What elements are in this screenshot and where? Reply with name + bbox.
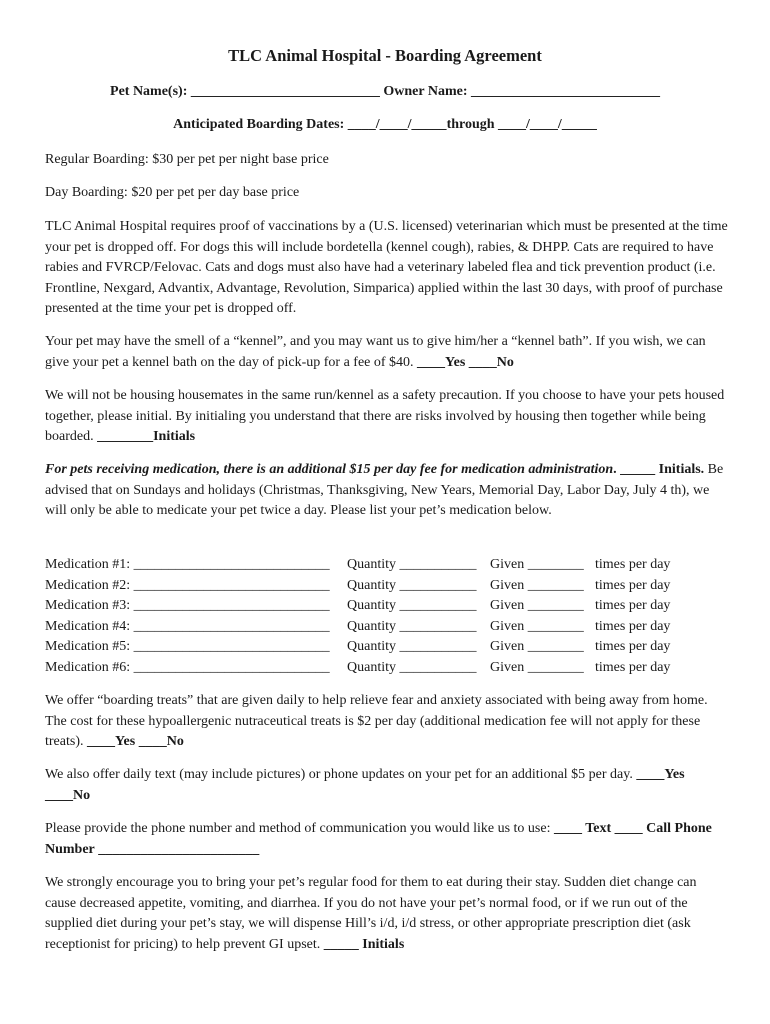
boarding-treats-yes[interactable]: ____Yes xyxy=(86,734,136,750)
medication-label: Medication #3: xyxy=(45,598,131,614)
boarding-dates-label: Anticipated Boarding Dates: xyxy=(173,117,345,132)
given-field[interactable]: Given ________ xyxy=(490,659,584,675)
quantity-field[interactable]: Quantity ___________ xyxy=(347,577,477,593)
daily-updates-text: We also offer daily text (may include pictures) or phone updates on your pet for an additional $5 per day. xyxy=(45,767,633,782)
medication-label: Medication #1: xyxy=(45,557,131,572)
kennel-bath-yes[interactable]: ____Yes xyxy=(417,354,466,370)
start-date-field[interactable]: ____/____/_____ xyxy=(347,117,447,132)
times-per-day-label: times per day xyxy=(595,659,671,675)
medication-name-field[interactable]: ____________________________ xyxy=(133,557,330,572)
boarding-dates-line xyxy=(0,117,770,133)
document-title: TLC Animal Hospital - Boarding Agreement xyxy=(228,46,542,65)
daily-updates-no[interactable]: ____No xyxy=(45,787,91,803)
housemates-initials[interactable]: ________Initials xyxy=(97,429,196,445)
quantity-field[interactable]: Quantity ___________ xyxy=(347,639,477,655)
times-per-day-label: times per day xyxy=(595,618,671,634)
owner-name-field[interactable]: ___________________________ xyxy=(470,84,660,99)
medication-row xyxy=(45,637,670,658)
day-boarding-price: Day Boarding: $20 per pet per day base price xyxy=(45,185,300,200)
medication-row xyxy=(45,555,670,576)
pet-name-label: Pet Name(s): xyxy=(110,84,188,99)
boarding-treats-section xyxy=(45,691,730,753)
kennel-bath-section xyxy=(45,332,730,373)
diet-section xyxy=(45,873,730,955)
diet-initials[interactable]: _____ Initials xyxy=(323,936,405,952)
quantity-field[interactable]: Quantity ___________ xyxy=(347,618,477,634)
pet-name-field[interactable]: ___________________________ xyxy=(190,84,380,99)
given-field[interactable]: Given ________ xyxy=(490,598,584,614)
phone-number-field[interactable]: _______________________ xyxy=(98,841,260,857)
diet-text: We strongly encourage you to bring your pet’s regular food for them to eat during their stay. Sudden diet change can cause decreased appetite, vomiting, and diarrhea. If you do not have your pet’s normal food, or if we run out of the supplied diet during your pet’s stay, we will dispense Hill’s i/d, i/d stress, or other appropriate prescription diet (ask receptionist for pricing) to help prevent GI upset. xyxy=(45,875,697,952)
medication-intro xyxy=(45,460,730,522)
times-per-day-label: times per day xyxy=(595,557,671,572)
medication-label: Medication #5: xyxy=(45,639,131,655)
contact-method-section xyxy=(45,819,730,860)
phone-number-label: Phone Number xyxy=(45,821,712,857)
daily-updates-section xyxy=(45,765,730,806)
times-per-day-label: times per day xyxy=(595,577,671,593)
vaccination-requirements: TLC Animal Hospital requires proof of vaccinations by a (U.S. licensed) veterinarian which must be presented at the time your pet is dropped off. For dogs this will include bordetella (kennel cough), rabies, & DHPP. Cats are required to have rabies and FVRCP/Felovac. Cats and dogs must also have had a veterinary labeled flea and tick prevention product (i.e. Frontline, Nexgard, Advantix, Advantage, Revolution, Simparica) applied within the last 30 days, with proof of purchase presented at the time your pet is dropped off. xyxy=(45,219,728,317)
owner-name-label: Owner Name: xyxy=(383,84,468,99)
medication-row xyxy=(45,617,670,638)
times-per-day-label: times per day xyxy=(595,639,671,655)
contact-method-text: Please provide the phone number and method of communication you would like us to use: xyxy=(45,821,551,836)
daily-updates-yes[interactable]: ____Yes xyxy=(636,767,685,782)
medication-label: Medication #2: xyxy=(45,577,131,593)
quantity-field[interactable]: Quantity ___________ xyxy=(347,659,477,675)
housemates-text: We will not be housing housemates in the same run/kennel as a safety precaution. If you choose to have your pets housed together, please initial. By initialing you understand that there are risks involved by housing then together while being boarded. xyxy=(45,388,725,445)
medication-name-field[interactable]: ____________________________ xyxy=(133,577,330,593)
medication-initials[interactable]: . _____ Initials. xyxy=(613,462,705,477)
given-field[interactable]: Given ________ xyxy=(490,618,584,634)
medication-row xyxy=(45,596,670,617)
medication-name-field[interactable]: ____________________________ xyxy=(133,659,330,675)
boarding-treats-no[interactable]: ____No xyxy=(138,734,184,750)
through-label: through xyxy=(446,117,495,132)
quantity-field[interactable]: Quantity ___________ xyxy=(347,557,477,572)
housemates-section xyxy=(45,386,730,448)
times-per-day-label: times per day xyxy=(595,598,671,614)
quantity-field[interactable]: Quantity ___________ xyxy=(347,598,477,614)
medication-row xyxy=(45,658,670,679)
given-field[interactable]: Given ________ xyxy=(490,639,584,655)
medication-name-field[interactable]: ____________________________ xyxy=(133,639,330,655)
contact-call-option[interactable]: ____ Call xyxy=(614,821,672,836)
end-date-field[interactable]: ____/____/_____ xyxy=(498,117,597,132)
given-field[interactable]: Given ________ xyxy=(490,557,584,572)
given-field[interactable]: Given ________ xyxy=(490,577,584,593)
regular-boarding-price: Regular Boarding: $30 per pet per night base price xyxy=(45,152,329,167)
medication-holiday-note: Be advised that on Sundays and holidays (Christmas, Thanksgiving, New Years, Memorial Day, Labor Day, July 4 th), we will only be able to medicate your pet twice a day. Please list your pet’s medication below. xyxy=(45,462,724,519)
pet-owner-line xyxy=(0,84,770,100)
medication-label: Medication #4: xyxy=(45,618,131,634)
kennel-bath-text: Your pet may have the smell of a “kennel”, and you may want us to give him/her a “kennel bath”. If you wish, we can give your pet a kennel bath on the day of pick-up for a fee of $40. xyxy=(45,334,706,370)
medication-list xyxy=(45,555,670,679)
boarding-treats-text: We offer “boarding treats” that are given daily to help relieve fear and anxiety associated with being away from home. The cost for these hypoallergenic nutraceutical treats is $2 per day (additional medication fee will not apply for these treats). xyxy=(45,693,708,750)
medication-row xyxy=(45,576,670,597)
kennel-bath-no[interactable]: ____No xyxy=(468,354,514,370)
medication-name-field[interactable]: ____________________________ xyxy=(133,618,330,634)
medication-name-field[interactable]: ____________________________ xyxy=(133,598,330,614)
medication-fee-notice: For pets receiving medication, there is an additional $15 per day fee for medication administration xyxy=(45,462,614,477)
contact-text-option[interactable]: ____ Text xyxy=(553,821,612,836)
medication-label: Medication #6: xyxy=(45,659,131,675)
